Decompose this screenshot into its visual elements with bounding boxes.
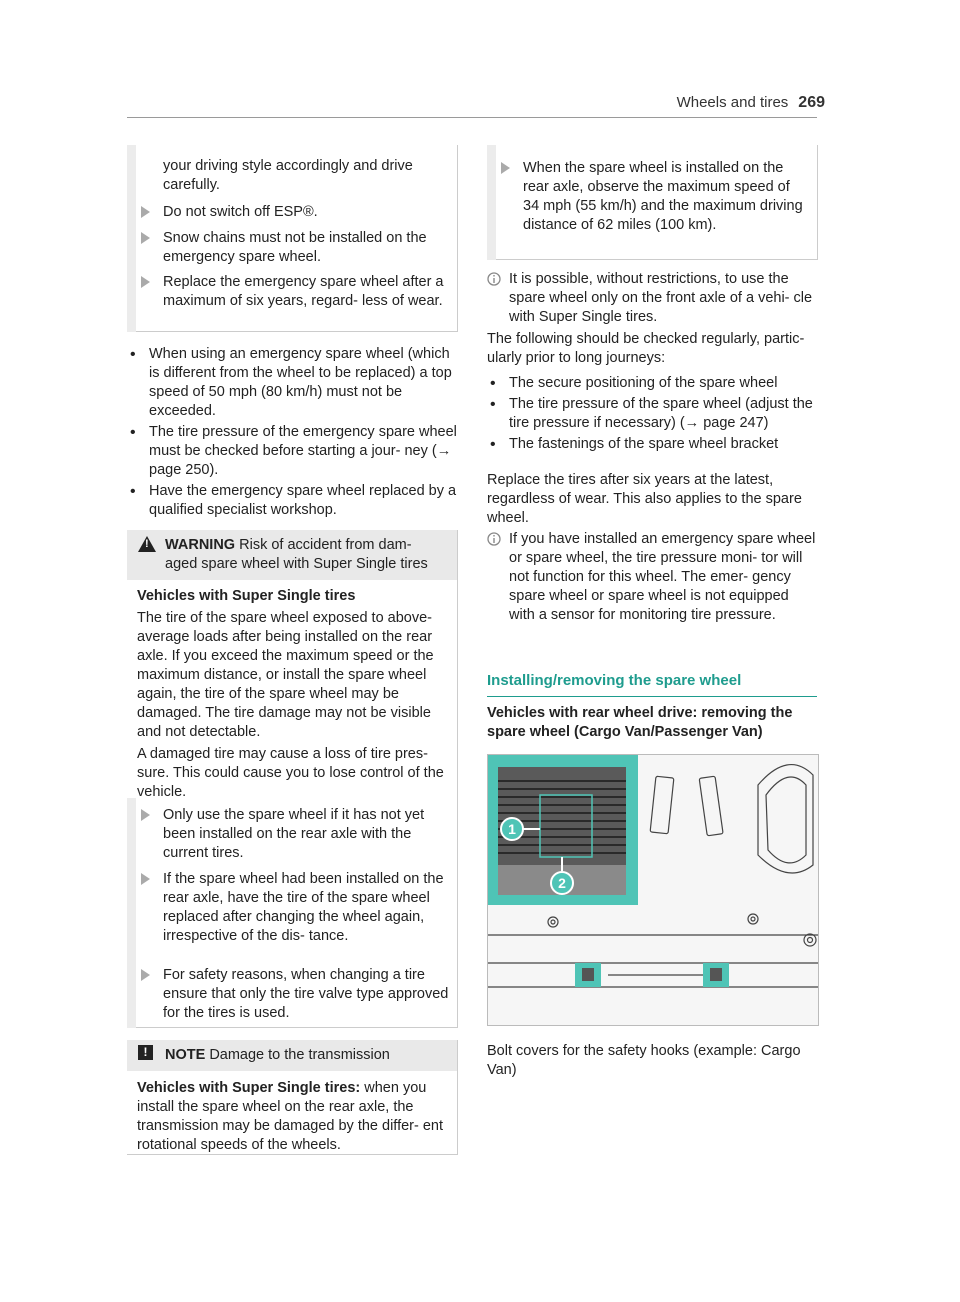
note-box <box>127 1040 458 1155</box>
warning-paragraph: The tire of the spare wheel exposed to above-average loads after being installed on the rear axle. If you exceed the maximum speed or the maximum distance, or install the spare wheel again, the tire of the spare wheel may be damaged. The tire damage may not be visible and not detectable. <box>137 610 434 740</box>
step-arrow-icon <box>141 809 150 821</box>
section-rule <box>487 696 817 697</box>
step-item <box>141 966 449 1023</box>
vehicle-floor-illustration <box>488 755 818 1025</box>
step-item <box>141 806 449 863</box>
step-arrow-icon <box>141 873 150 885</box>
warning-box <box>127 530 458 1028</box>
info-note <box>487 270 817 327</box>
warning-triangle-icon <box>138 536 156 552</box>
warning-title: Risk of accident from dam‐ aged spare wheel with Super Single tires <box>165 537 428 572</box>
list-item: • Have the emergency spare wheel replaced by a qualified specialist workshop. <box>127 482 457 520</box>
step-text: Snow chains must not be installed on the emergency spare wheel. <box>163 230 427 265</box>
step-text: Replace the emergency spare wheel after a maximum of six years, regard‐ less of wear. <box>163 274 444 309</box>
figure-caption: Bolt covers for the safety hooks (example: Cargo Van) <box>487 1043 801 1078</box>
note-title: Damage to the transmission <box>209 1047 390 1063</box>
instruction-box-continued <box>127 145 458 332</box>
step-text: When the spare wheel is installed on the rear axle, observe the maximum speed of 34 mph (55 km/h) and the maximum driving distance of 62 miles (100 km). <box>523 160 803 233</box>
figure <box>487 754 819 1026</box>
paragraph: Replace the tires after six years at the latest, regardless of wear. This also applies to the spare wheel. <box>487 472 802 526</box>
subsection-heading: Vehicles with rear wheel drive: removing the spare wheel (Cargo Van/Passenger Van) <box>487 705 793 740</box>
info-icon <box>487 532 501 546</box>
step-item <box>141 203 449 222</box>
instruction-box <box>487 145 818 260</box>
step-text: If the spare wheel had been installed on the rear axle, have the tire of the spare wheel replaced after changing the wheel again, irrespective of the dis‐ tance. <box>163 871 444 944</box>
step-item <box>141 870 449 946</box>
note-header <box>127 1040 457 1071</box>
header-title: Wheels and tires <box>676 94 789 111</box>
exclamation-icon: ! <box>138 1045 153 1060</box>
note-body <box>127 1071 457 1155</box>
note-text: when you install the spare wheel on the rear axle, the transmission may be damaged by the differ‐ ent rotational speeds of the wheels. <box>137 1080 444 1153</box>
box-stripe <box>127 145 136 332</box>
info-note <box>487 530 817 625</box>
bullet-list <box>487 374 817 454</box>
step-arrow-icon <box>501 162 510 174</box>
step-arrow-icon <box>141 969 150 981</box>
step-arrow-icon <box>141 232 150 244</box>
warning-subhead: Vehicles with Super Single tires <box>137 588 356 604</box>
box-stripe <box>127 798 136 1028</box>
header-rule <box>127 117 817 118</box>
section-heading <box>487 671 817 697</box>
list-item: • The fastenings of the spare wheel bracket <box>487 435 817 454</box>
step-text: Do not switch off ESP®. <box>163 204 318 220</box>
step-item <box>141 273 449 311</box>
step-item <box>501 159 809 235</box>
callout-2: 2 <box>558 875 566 891</box>
box-stripe <box>487 145 496 260</box>
info-text: If you have installed an emergency spare wheel or spare wheel, the tire pressure moni‐ tor will not function for this wheel. The emer‐ gency spare wheel or spare wheel is not equipped with a sensor for monitoring tire pressure. <box>509 531 816 623</box>
info-text: It is possible, without restrictions, to use the spare wheel only on the front axle of a vehi‐ cle with Super Single tires. <box>509 271 813 325</box>
note-label-text: NOTE <box>165 1047 206 1063</box>
list-item: • When using an emergency spare wheel (which is different from the wheel to be replaced) a top speed of 50 mph (80 km/h) must not be exceeded. <box>127 345 457 421</box>
paragraph: The following should be checked regularly, partic‐ ularly prior to long journeys: <box>487 331 805 366</box>
info-icon <box>487 272 501 286</box>
step-text: Only use the spare wheel if it has not yet been installed on the rear axle with the current tires. <box>163 807 425 861</box>
callout-1: 1 <box>508 821 516 837</box>
list-item: • The tire pressure of the emergency spare wheel must be checked before starting a jour‐ ney (→ page 250). <box>127 423 457 480</box>
page-number: 269 <box>798 94 825 111</box>
step-text: your driving style accordingly and drive carefully. <box>163 158 413 193</box>
step-arrow-icon <box>141 276 150 288</box>
step-item <box>141 157 449 195</box>
step-text: For safety reasons, when changing a tire ensure that only the tire valve type approved for the tires is used. <box>163 967 449 1021</box>
bullet-list <box>127 345 457 520</box>
running-header <box>677 93 825 112</box>
step-arrow-icon <box>141 206 150 218</box>
list-item: • The secure positioning of the spare wheel <box>487 374 817 393</box>
warning-header <box>127 530 457 580</box>
note-bold: Vehicles with Super Single tires: <box>137 1080 361 1096</box>
section-title: Installing/removing the spare wheel <box>487 672 742 689</box>
warning-label: WARNING <box>165 537 236 553</box>
step-item <box>141 229 449 267</box>
warning-paragraph: A damaged tire may cause a loss of tire pres‐ sure. This could cause you to lose control of the vehicle. <box>137 746 444 800</box>
list-item: • The tire pressure of the spare wheel (adjust the tire pressure if necessary) (→ page 247) <box>487 395 817 433</box>
